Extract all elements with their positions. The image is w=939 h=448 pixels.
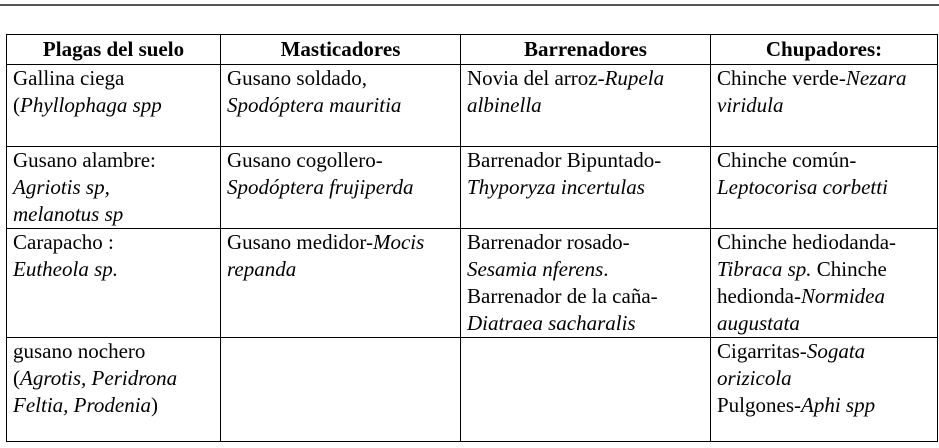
common-name: Barrenador rosado- [467,230,630,254]
cell-chewers [221,65,461,147]
cell-soil-pests [7,229,221,338]
cell-borers [461,147,711,229]
common-name: Gusano alambre: [13,148,156,172]
species-name: Tibraca sp. [717,257,812,281]
cell-suckers [711,229,938,338]
species-name: Aphi spp [801,393,876,417]
cell-suckers [711,338,938,442]
common-name: Barrenador Bipuntado- [467,148,662,172]
cell-line [227,229,454,256]
cell-line [227,147,454,174]
common-name: Chinche verde- [717,66,846,90]
cell-line [467,310,704,337]
cell-line [13,338,214,365]
species-name: Mocis [372,230,425,254]
cell-line [227,174,454,201]
common-name: gusano nochero [13,339,146,363]
species-name: Eutheola sp. [13,257,118,281]
species-name: albinella [467,93,542,117]
species-name: Nezara [845,66,907,90]
cell-line [467,147,704,174]
cell-line [13,92,214,119]
species-name: melanotus sp [13,202,124,226]
species-name: Feltia, Prodenia [13,393,152,417]
common-name: . [603,257,609,281]
species-name: Thyporyza incertulas [467,175,645,199]
cell-line [13,229,214,256]
cell-line [467,256,704,283]
common-name: Chinche común- [717,148,857,172]
cell-line [717,256,931,283]
common-name: Barrenador de la caña- [467,284,658,308]
cell-line [717,92,931,119]
species-name: Sesamia nferens [467,257,604,281]
top-rule [0,4,939,6]
header-borers: Barrenadores [461,35,711,65]
cell-line [467,283,704,310]
cell-line [717,65,931,92]
cell-chewers [221,147,461,229]
common-name: hedionda- [717,284,801,308]
species-name: Diatraea sacharalis [467,311,636,335]
cell-line [13,365,214,392]
cell-line [717,174,931,201]
species-name: Spodóptera mauritia [227,93,402,117]
cell-line [717,392,931,419]
pest-table [6,34,938,442]
species-name: Agriotis sp, [13,175,110,199]
cell-chewers [221,338,461,442]
table-row [7,229,938,338]
common-name: Novia del arroz- [467,66,605,90]
cell-line [717,338,931,365]
common-name: Cigarritas- [717,339,807,363]
table-row [7,338,938,442]
cell-suckers [711,147,938,229]
cell-line [467,65,704,92]
common-name: Carapacho : [13,230,114,254]
cell-suckers [711,65,938,147]
species-name: Leptocorisa corbetti [717,175,888,199]
common-name: ) [151,393,159,417]
cell-line [467,174,704,201]
cell-line [227,92,454,119]
table-row [7,147,938,229]
cell-line [13,174,214,201]
common-name: ( [13,366,20,390]
species-name: repanda [227,257,297,281]
species-name: Normidea [800,284,885,308]
cell-line [717,229,931,256]
cell-line [13,201,214,228]
cell-line [13,147,214,174]
cell-soil-pests [7,147,221,229]
cell-line [467,229,704,256]
table-row [7,65,938,147]
species-name: Rupela [604,66,665,90]
cell-line [227,256,454,283]
cell-borers [461,338,711,442]
species-name: orizicola [717,366,792,390]
species-name: Phyllophaga spp [20,93,162,117]
species-name: Sogata [806,339,866,363]
cell-chewers [221,229,461,338]
species-name: Agrotis, Peridrona [20,366,178,390]
cell-soil-pests [7,65,221,147]
common-name: Gusano soldado, [227,66,367,90]
header-row [7,35,938,65]
header-suckers: Chupadores: [711,35,938,65]
cell-line [467,92,704,119]
species-name: Spodóptera frujiperda [227,175,414,199]
common-name: Gallina ciega [13,66,125,90]
cell-borers [461,229,711,338]
common-name: Chinche hediodanda- [717,230,897,254]
cell-line [13,65,214,92]
species-name: augustata [717,311,800,335]
cell-line [13,392,214,419]
cell-line [227,65,454,92]
cell-line [717,365,931,392]
common-name: Chinche [811,257,887,281]
common-name: Gusano cogollero- [227,148,383,172]
header-chewers: Masticadores [221,35,461,65]
cell-soil-pests [7,338,221,442]
common-name: ( [13,93,20,117]
cell-line [13,256,214,283]
cell-line [717,310,931,337]
species-name: viridula [717,93,784,117]
common-name: Pulgones- [717,393,801,417]
cell-line [717,283,931,310]
cell-borers [461,65,711,147]
common-name: Gusano medidor- [227,230,373,254]
cell-line [717,147,931,174]
header-soil-pests: Plagas del suelo [7,35,221,65]
